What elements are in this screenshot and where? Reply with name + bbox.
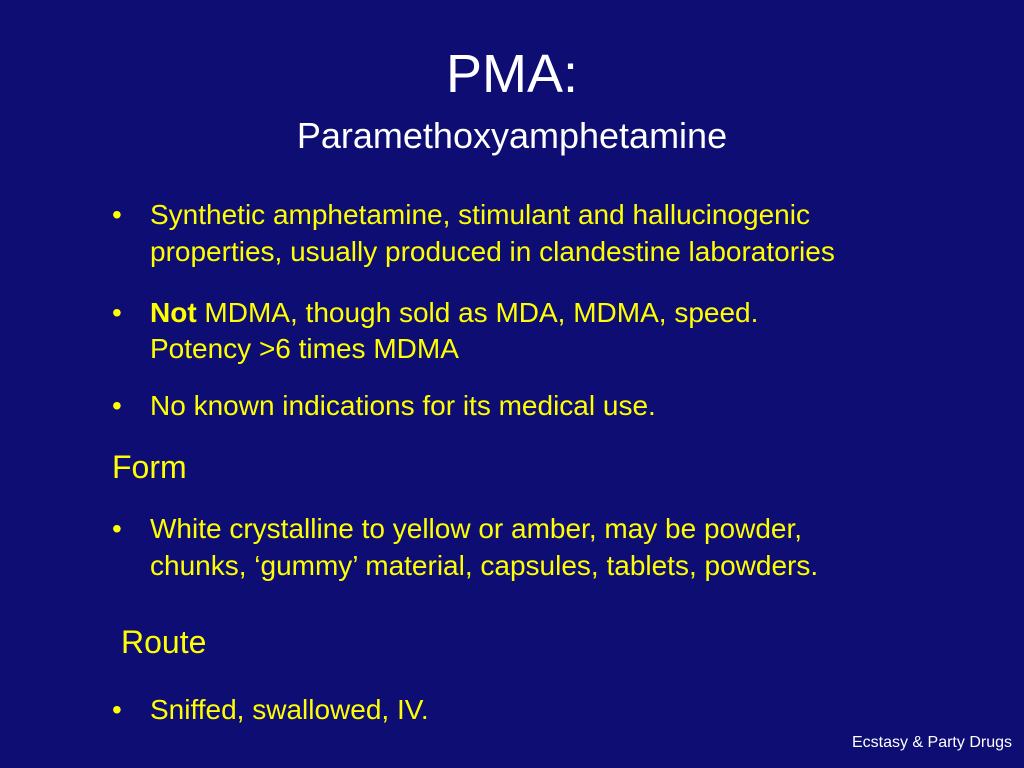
bullet-marker: • [112, 694, 122, 725]
bullet-text-line: properties, usually produced in clandestine laboratories [150, 236, 835, 267]
slide-footer: Ecstasy & Party Drugs [851, 734, 1012, 751]
bullet-text-line: chunks, ‘gummy’ material, capsules, tablets, powders. [150, 550, 819, 581]
slide-subtitle: Paramethoxyamphetamine [296, 115, 728, 156]
bullet-marker: • [112, 199, 122, 230]
bullet-text-line [150, 295, 1010, 330]
form-heading: Form [112, 449, 187, 485]
bullet-text-line: White crystalline to yellow or amber, may be powder, [150, 513, 803, 544]
bullet-text-line: Sniffed, swallowed, IV. [150, 694, 429, 725]
route-heading: Route [121, 624, 207, 660]
bullet-emphasis: Not [150, 297, 197, 328]
bullet-marker: • [112, 390, 122, 421]
bullet-text-line: No known indications for its medical use. [150, 390, 656, 421]
bullet-marker: • [112, 297, 122, 328]
bullet-marker: • [112, 513, 122, 544]
slide-title: PMA: [445, 44, 579, 104]
bullet-text-rest: MDMA, though sold as MDA, MDMA, speed. [196, 297, 759, 328]
bullet-text-line: Potency >6 times MDMA [150, 333, 459, 364]
bullet-text-line: Synthetic amphetamine, stimulant and hallucinogenic [150, 199, 810, 230]
